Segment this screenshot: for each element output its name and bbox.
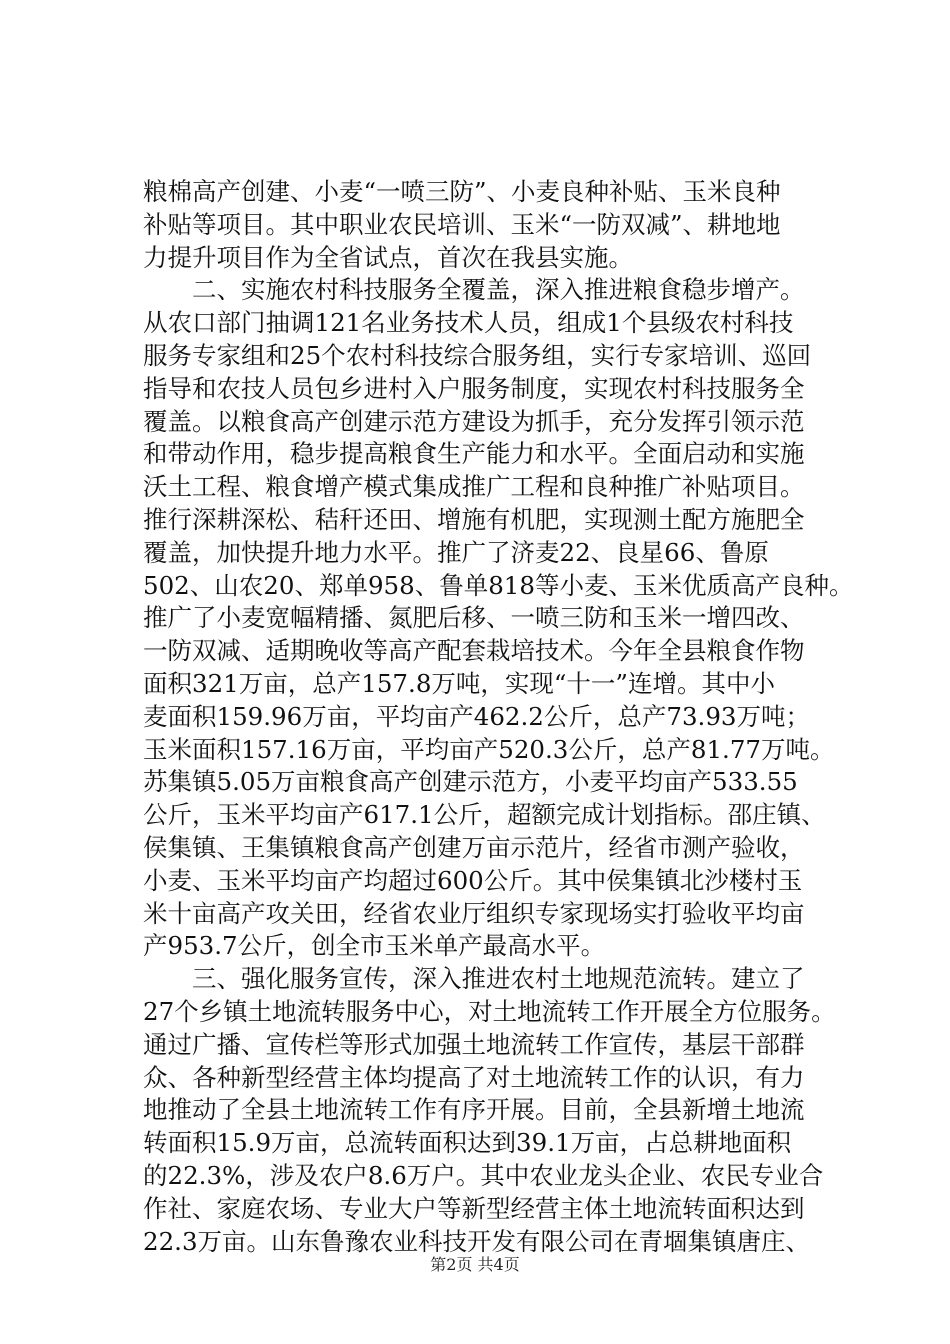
text-line: 米十亩高产攻关田，经省农业厅组织专家现场实打验收平均亩 (143, 898, 805, 928)
text-line: 公斤，玉米平均亩产617.1公斤，超额完成计划指标。邵庄镇、 (143, 800, 826, 830)
text-line: 粮棉高产创建、小麦“一喷三防”、小麦良种补贴、玉米良种 (143, 177, 781, 206)
body-text (143, 176, 854, 1258)
text-line: 力提升项目作为全省试点，首次在我县实施。 (143, 242, 633, 272)
text-line: 侯集镇、王集镇粮食高产创建万亩示范片，经省市测产验收， (143, 832, 805, 862)
text-line: 转面积15.9万亩，总流转面积达到39.1万亩，占总耕地面积 (143, 1128, 792, 1158)
text-line: 502、山农20、郑单958、鲁单818等小麦、玉米优质高产良种。 (143, 570, 854, 600)
text-line: 22.3万亩。山东鲁豫农业科技开发有限公司在青堌集镇唐庄、 (143, 1226, 811, 1256)
text-line: 从农口部门抽调121名业务技术人员，组成1个县级农村科技 (143, 308, 794, 338)
text-line: 产953.7公斤，创全市玉米单产最高水平。 (143, 931, 606, 961)
text-line: 推广了小麦宽幅精播、氮肥后移、一喷三防和玉米一增四改、 (143, 603, 805, 633)
text-line: 覆盖，加快提升地力水平。推广了济麦22、良星66、鲁原 (143, 537, 769, 567)
text-line: 指导和农技人员包乡进村入户服务制度，实现农村科技服务全 (143, 373, 805, 403)
text-line: 玉米面积157.16万亩，平均亩产520.3公斤，总产81.77万吨。 (143, 734, 835, 764)
text-line: 众、各种新型经营主体均提高了对土地流转工作的认识，有力 (143, 1062, 805, 1092)
text-line: 通过广播、宣传栏等形式加强土地流转工作宣传，基层干部群 (143, 1029, 805, 1059)
text-line: 苏集镇5.05万亩粮食高产创建示范方，小麦平均亩产533.55 (143, 767, 798, 797)
text-line: 服务专家组和25个农村科技综合服务组，实行专家培训、巡回 (143, 340, 812, 370)
text-line: 的22.3%，涉及农户8.6万户。其中农业龙头企业、农民专业合 (143, 1160, 824, 1190)
text-line: 补贴等项目。其中职业农民培训、玉米“一防双减”、耕地地 (143, 209, 781, 239)
text-line: 27个乡镇土地流转服务中心，对土地流转工作开展全方位服务。 (143, 996, 836, 1026)
text-line: 作社、家庭农场、专业大户等新型经营主体土地流转面积达到 (143, 1193, 805, 1223)
text-line: 和带动作用，稳步提高粮食生产能力和水平。全面启动和实施 (143, 439, 805, 469)
section-heading-line: 三、强化服务宣传，深入推进农村土地规范流转。建立了 (192, 964, 805, 994)
text-line: 面积321万亩，总产157.8万吨，实现“十一”连增。其中小 (143, 668, 775, 698)
text-line: 麦面积159.96万亩，平均亩产462.2公斤，总产73.93万吨； (143, 701, 811, 731)
text-line: 一防双减、适期晚收等高产配套栽培技术。今年全县粮食作物 (143, 636, 805, 666)
page-number-footer: 第2页 共4页 (430, 1255, 520, 1274)
text-line: 推行深耕深松、秸秆还田、增施有机肥，实现测土配方施肥全 (143, 504, 805, 534)
text-line: 沃土工程、粮食增产模式集成推广工程和良种推广补贴项目。 (143, 472, 805, 502)
text-line: 地推动了全县土地流转工作有序开展。目前，全县新增土地流 (143, 1095, 805, 1125)
section-heading-line: 二、实施农村科技服务全覆盖，深入推进粮食稳步增产。 (192, 275, 805, 305)
text-line: 覆盖。以粮食高产创建示范方建设为抓手，充分发挥引领示范 (143, 406, 805, 436)
text-line: 小麦、玉米平均亩产均超过600公斤。其中侯集镇北沙楼村玉 (143, 865, 803, 895)
